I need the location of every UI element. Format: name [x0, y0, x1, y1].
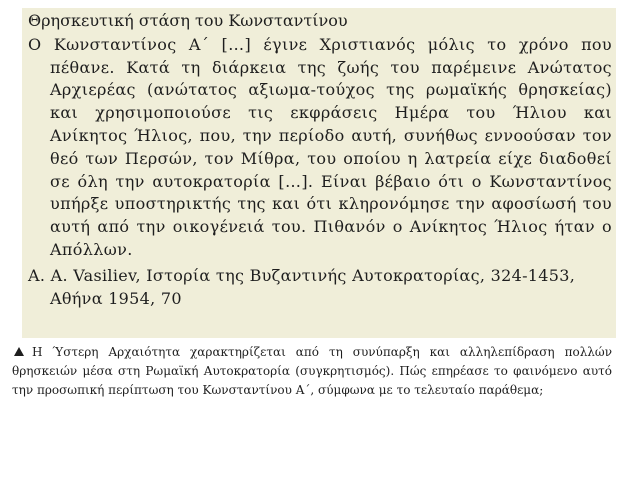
question: [12, 343, 612, 401]
triangle-up-icon: [14, 347, 24, 356]
source-title: Θρησκευτική στάση του Κωνσταντίνου: [28, 11, 348, 30]
source-quote: Ο Κωνσταντίνος Α΄ […] έγινε Χριστιανός μόλις το χρόνο που πέθανε. Κατά τη διάρκεια της ζωής του παρέμεινε Ανώτατος Αρχιερέας (ανώτατος αξιωμα-τούχος της ρωμαϊκής θρησκείας) και χρησιμοποιούσε τις εκφράσεις Ημέρα του Ήλιου και Ανίκητος Ήλιος, που, την περίοδο αυτή, συνήθως εννοούσαν τον θεό των Περσών, τον Μίθρα, του οποίου η λατρεία είχε διαδοθεί σε όλη την αυτοκρατορία […]. Είναι βέβαιο ότι ο Κωνσταντίνος υπήρξε υποστηρικτής της και ότι κληρονόμησε την αφοσίωσή του αυτή από την οικογένειά του. Πιθανόν ο Ανίκητος Ήλιος ήταν ο Απόλλων.: [28, 34, 612, 259]
source-text: [28, 10, 612, 310]
source-citation: A. A. Vasiliev, Ιστορία της Βυζαντινής Αυτοκρατορίας, 324-1453, Αθήνα 1954, 70: [28, 265, 576, 308]
question-text: Η Ύστερη Αρχαιότητα χαρακτηρίζεται από τη συνύπαρξη και αλληλεπίδραση πολλών θρησκειών μέσα στη Ρωμαϊκή Αυτοκρατορία (συγκρητισμός). Πώς επηρέασε το φαινόμενο αυτό την προσωπική περίπτωση του Κωνσταντίνου Α΄, σύμφωνα με το τελευταίο παράθεμα;: [12, 345, 612, 398]
